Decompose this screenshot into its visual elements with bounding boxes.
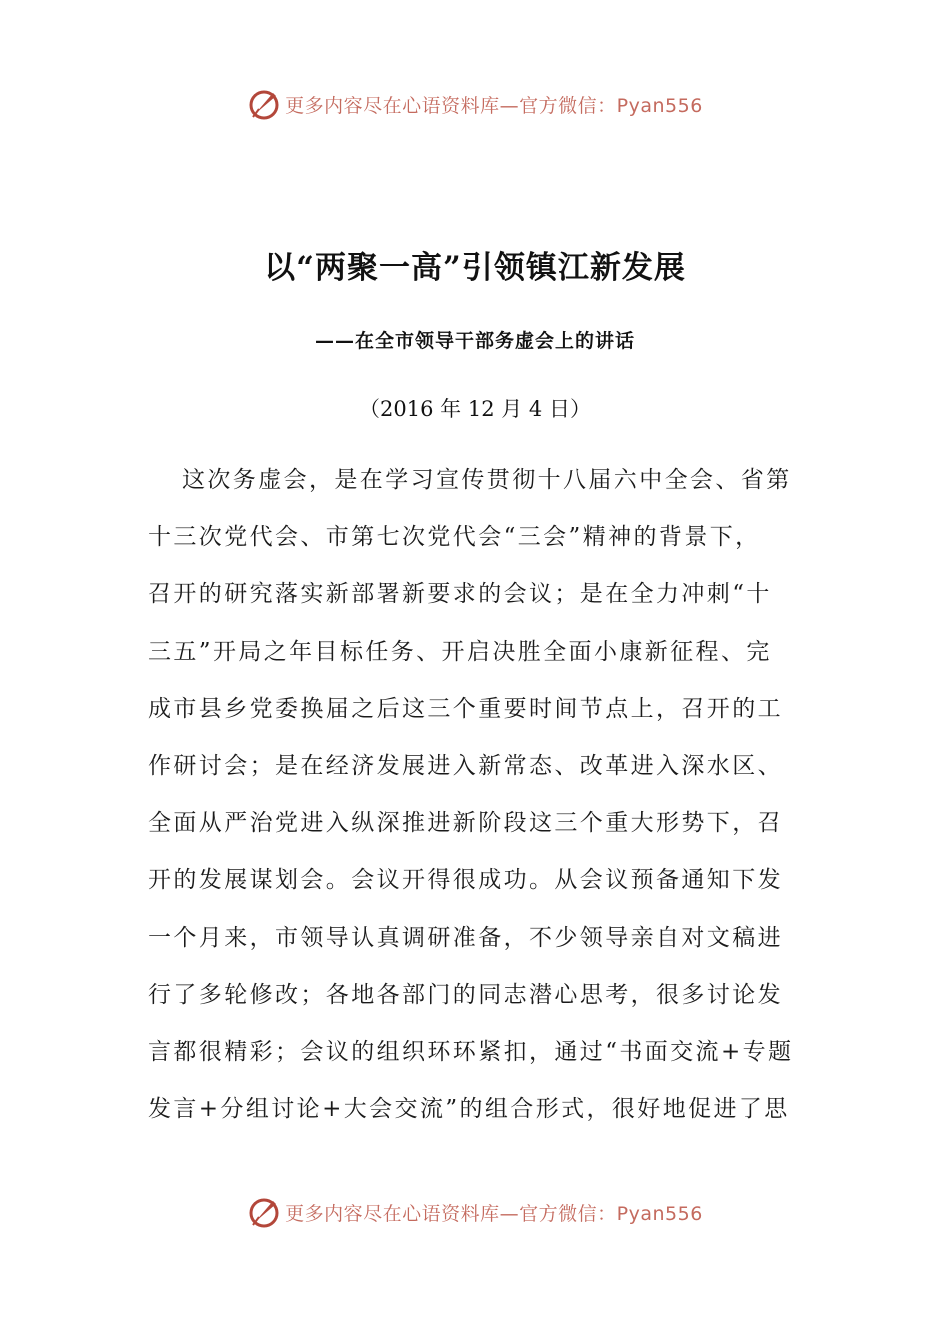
body-line: 十三次党代会、市第七次党代会“三会”精神的背景下， <box>148 524 761 551</box>
watermark-text <box>285 1199 703 1226</box>
body-line: 全面从严治党进入纵深推进新阶段这三个重大形势下，召 <box>148 810 783 837</box>
body-line: 言都很精彩；会议的组织环环紧扣，通过“书面交流+专题 <box>148 1038 794 1065</box>
body-line: 一个月来，市领导认真调研准备，不少领导亲自对文稿进 <box>148 924 783 951</box>
body-line: 成市县乡党委换届之后这三个重要时间节点上，召开的工 <box>148 695 783 722</box>
watermark-text <box>285 91 703 118</box>
body-line: 作研讨会；是在经济发展进入新常态、改革进入深水区、 <box>148 752 783 779</box>
body-line: 行了多轮修改；各地各部门的同志潜心思考，很多讨论发 <box>148 981 783 1008</box>
watermark-slogan: 更多内容尽在心语资料库—官方微信： <box>285 1202 617 1225</box>
quill-logo-icon <box>247 1195 281 1229</box>
document-date: （2016 年 12 月 4 日） <box>359 397 591 421</box>
document-body <box>148 458 798 1144</box>
body-line: 三五”开局之年目标任务、开启决胜全面小康新征程、完 <box>148 638 772 665</box>
body-line: 召开的研究落实新部署新要求的会议；是在全力冲刺“十 <box>148 581 772 608</box>
watermark-slogan: 更多内容尽在心语资料库—官方微信： <box>285 94 617 117</box>
document-title: 以“两聚一高”引领镇江新发展 <box>264 250 686 286</box>
document-subtitle: ——在全市领导干部务虚会上的讲话 <box>314 330 635 352</box>
watermark-wechat-id: Pyan556 <box>616 94 703 117</box>
footer-watermark <box>0 1192 950 1232</box>
body-line: 开的发展谋划会。会议开得很成功。从会议预备通知下发 <box>148 867 783 894</box>
body-line: 发言+分组讨论+大会交流”的组合形式，很好地促进了思 <box>148 1096 790 1123</box>
body-line: 这次务虚会，是在学习宣传贯彻十八届六中全会、省第 <box>182 467 792 493</box>
watermark-wechat-id: Pyan556 <box>616 1202 703 1225</box>
quill-logo-icon <box>247 87 281 121</box>
header-watermark <box>0 84 950 124</box>
